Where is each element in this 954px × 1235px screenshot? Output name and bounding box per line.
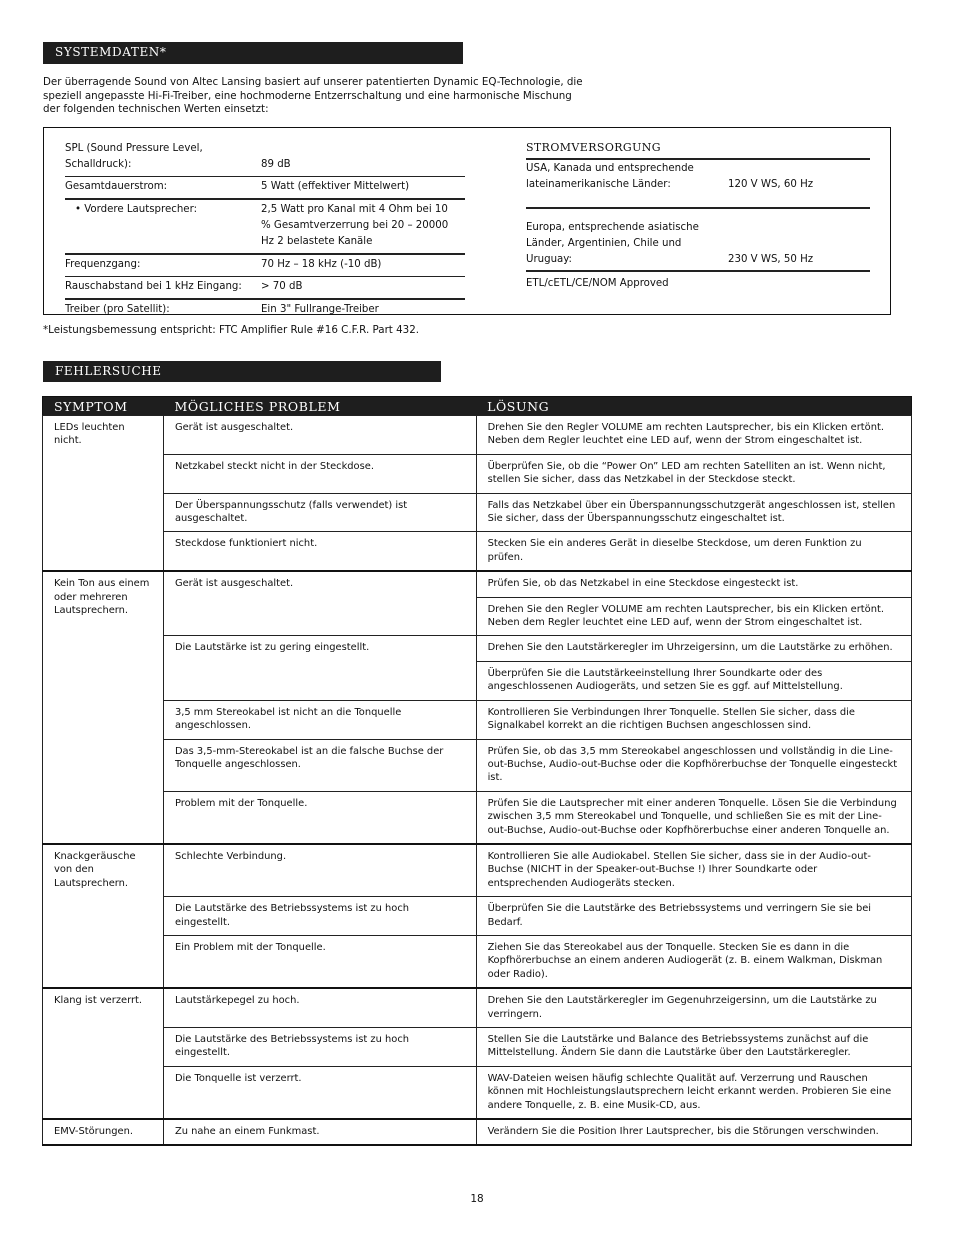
header-solution: LÖSUNG <box>476 397 911 416</box>
spec-label: Rauschabstand bei 1 kHz Eingang: <box>65 281 242 292</box>
solution-cell: Verändern Sie die Position Ihrer Lautsprecher, bis die Störungen verschwinden. <box>476 1119 911 1145</box>
solution-cell: Prüfen Sie, ob das 3,5 mm Stereokabel angeschlossen und vollständig in die Line-out-Buchse, Audio-out-Buchse oder die Kopfhörerbuchse der Tonquelle eingesteckt ist. <box>476 739 911 791</box>
power-approved: ETL/cETL/CE/NOM Approved <box>526 278 669 289</box>
solution-cell: Kontrollieren Sie alle Audiokabel. Stellen Sie sicher, dass sie in der Audio-out-Buchse (NICHT in der Speaker-out-Buchse !) Ihrer Soundkarte oder entsprechenden Audiogeräts stecken. <box>476 844 911 897</box>
solution-cell: Stecken Sie ein anderes Gerät in dieselbe Steckdose, um deren Funktion zu prüfen. <box>476 532 911 571</box>
troubleshooting-body <box>43 416 912 1146</box>
problem-cell: Die Lautstärke des Betriebssystems ist zu hoch eingestellt. <box>163 897 476 936</box>
solution-cell: Überprüfen Sie die Lautstärke des Betriebssystems und verringern Sie sie bei Bedarf. <box>476 897 911 936</box>
problem-cell: Netzkabel steckt nicht in der Steckdose. <box>163 454 476 493</box>
spec-value: Ein 3" Fullrange-Treiber <box>261 304 379 315</box>
solution-cell: Überprüfen Sie, ob die “Power On” LED am rechten Satelliten an ist. Wenn nicht, stellen Sie sicher, dass das Netzkabel in der Steckdose steckt. <box>476 454 911 493</box>
spec-value: 5 Watt (effektiver Mittelwert) <box>261 181 410 192</box>
solution-cell: Ziehen Sie das Stereokabel aus der Tonquelle. Stecken Sie es dann in die Kopfhörerbuchse an einem anderen Audiogerät (z. B. einem Walkman, Diskman oder Radio). <box>476 935 911 988</box>
solution-cell: Drehen Sie den Lautstärkeregler im Uhrzeigersinn, um die Lautstärke zu erhöhen. <box>476 636 911 661</box>
symptom-cell: EMV-Störungen. <box>43 1119 164 1145</box>
problem-cell: Der Überspannungsschutz (falls verwendet) ist ausgeschaltet. <box>163 493 476 532</box>
spec-row-front-speakers <box>65 200 465 255</box>
problem-cell: Die Lautstärke des Betriebssystems ist zu hoch eingestellt. <box>163 1028 476 1067</box>
power-supply <box>526 139 870 292</box>
solution-cell: Prüfen Sie die Lautsprecher mit einer anderen Tonquelle. Lösen Sie die Verbindung zwischen 3,5 mm Stereokabel und Tonquelle, und schließen Sie es mit der Line-out-Buchse, Audio-out-Buchse oder Kopfhörerbuchse einer anderen Tonquelle an. <box>476 791 911 844</box>
problem-cell: Ein Problem mit der Tonquelle. <box>163 935 476 988</box>
table-row <box>43 1028 912 1067</box>
table-row <box>43 988 912 1027</box>
problem-cell: Gerät ist ausgeschaltet. <box>163 571 476 636</box>
spec-row-frequency <box>65 255 465 277</box>
power-block-americas <box>526 160 870 209</box>
table-row <box>43 844 912 897</box>
table-row <box>43 700 912 739</box>
spec-table <box>65 139 465 321</box>
problem-cell: Schlechte Verbindung. <box>163 844 476 897</box>
table-row <box>43 493 912 532</box>
table-header-row <box>43 397 912 416</box>
table-row <box>43 416 912 455</box>
spec-row-spl <box>65 139 465 177</box>
symptom-cell: Kein Ton aus einem oder mehreren Lautsprechern. <box>43 571 164 844</box>
table-row <box>43 739 912 791</box>
problem-cell: Steckdose funktioniert nicht. <box>163 532 476 571</box>
header-problem: MÖGLICHES PROBLEM <box>163 397 476 416</box>
fehlersuche-heading: FEHLERSUCHE <box>43 361 441 382</box>
power-block-europe <box>526 209 870 272</box>
spec-value: > 70 dB <box>261 281 303 292</box>
spec-value: 2,5 Watt pro Kanal mit 4 Ohm bei 10 % Gesamtverzerrung bei 20 – 20000 Hz 2 belastete Kanäle <box>261 204 449 247</box>
power-value: 120 V WS, 60 Hz <box>728 179 814 190</box>
table-row <box>43 454 912 493</box>
symptom-cell: LEDs leuchten nicht. <box>43 416 164 572</box>
table-row <box>43 897 912 936</box>
spec-label: Frequenzgang: <box>65 259 141 270</box>
spec-box <box>43 127 891 315</box>
solution-cell: Drehen Sie den Regler VOLUME am rechten Lautsprecher, bis ein Klicken ertönt. Neben dem Regler leuchtet eine LED auf, wenn der Strom eingeschaltet ist. <box>476 416 911 455</box>
spec-label: SPL (Sound Pressure Level, Schalldruck): <box>65 143 203 170</box>
solution-cell: Drehen Sie den Lautstärkeregler im Gegenuhrzeigersinn, um die Lautstärke zu verringern. <box>476 988 911 1027</box>
table-row <box>43 1066 912 1119</box>
problem-cell: Lautstärkepegel zu hoch. <box>163 988 476 1027</box>
problem-cell: 3,5 mm Stereokabel ist nicht an die Tonquelle angeschlossen. <box>163 700 476 739</box>
spec-value: 70 Hz – 18 kHz (-10 dB) <box>261 259 382 270</box>
power-value: 230 V WS, 50 Hz <box>728 254 814 265</box>
problem-cell: Problem mit der Tonquelle. <box>163 791 476 844</box>
solution-cell: Prüfen Sie, ob das Netzkabel in eine Steckdose eingesteckt ist. <box>476 571 911 597</box>
solution-cell: WAV-Dateien weisen häufig schlechte Qualität auf. Verzerrung und Rauschen können mit Hochleistungslautsprechern leicht erkannt werden. Probieren Sie eine andere Tonquelle, z. B. eine Musik-CD, aus. <box>476 1066 911 1119</box>
solution-cell: Drehen Sie den Regler VOLUME am rechten Lautsprecher, bis ein Klicken ertönt. Neben dem Regler leuchtet eine LED auf, wenn der Strom eingeschaltet ist. <box>476 597 911 636</box>
solution-cell: Stellen Sie die Lautstärke und Balance des Betriebssystems zunächst auf die Mittelstellung. Ändern Sie dann die Lautstärke über den Lautstärkeregler. <box>476 1028 911 1067</box>
footnote: *Leistungsbemessung entspricht: FTC Amplifier Rule #16 C.F.R. Part 432. <box>43 324 420 336</box>
problem-cell: Die Tonquelle ist verzerrt. <box>163 1066 476 1119</box>
problem-cell: Die Lautstärke ist zu gering eingestellt. <box>163 636 476 700</box>
symptom-cell: Klang ist verzerrt. <box>43 988 164 1119</box>
spec-row-power <box>65 177 465 200</box>
power-region: USA, Kanada und entsprechende lateinamerikanische Länder: <box>526 163 694 190</box>
problem-cell: Zu nahe an einem Funkmast. <box>163 1119 476 1145</box>
systemdaten-heading: SYSTEMDATEN* <box>43 42 463 64</box>
solution-cell: Überprüfen Sie die Lautstärkeeinstellung Ihrer Soundkarte oder des angeschlossenen Audiogeräts, und setzen Sie es ggf. auf Mittelstellung. <box>476 661 911 700</box>
problem-cell: Das 3,5-mm-Stereokabel ist an die falsche Buchse der Tonquelle angeschlossen. <box>163 739 476 791</box>
troubleshooting-table <box>42 396 912 1146</box>
page-number: 18 <box>470 1193 484 1205</box>
table-row <box>43 636 912 661</box>
table-row <box>43 532 912 571</box>
header-symptom: SYMPTOM <box>43 397 164 416</box>
intro-paragraph: Der überragende Sound von Altec Lansing basiert auf unserer patentierten Dynamic EQ-Technologie, die speziell angepasste Hi-Fi-Treiber, eine hochmoderne Entzerrschaltung und eine harmonische Mischung der folgenden technischen Werten einsetzt: <box>43 76 583 116</box>
spec-label: Treiber (pro Satellit): <box>65 304 170 315</box>
spec-row-snr <box>65 277 465 300</box>
spec-label: • Vordere Lautsprecher: <box>75 204 198 215</box>
power-region: Europa, entsprechende asiatische Länder, Argentinien, Chile und Uruguay: <box>526 222 699 265</box>
spec-row-driver <box>65 300 465 321</box>
problem-cell: Gerät ist ausgeschaltet. <box>163 416 476 455</box>
table-row <box>43 1119 912 1145</box>
table-row <box>43 791 912 844</box>
spec-label: Gesamtdauerstrom: <box>65 181 168 192</box>
table-row <box>43 935 912 988</box>
solution-cell: Falls das Netzkabel über ein Überspannungsschutzgerät angeschlossen ist, stellen Sie sicher, dass der Überspannungsschutz eingeschaltet ist. <box>476 493 911 532</box>
power-title: STROMVERSORGUNG <box>526 139 870 160</box>
solution-cell: Kontrollieren Sie Verbindungen Ihrer Tonquelle. Stellen Sie sicher, dass die Signalkabel korrekt an die richtigen Buchsen angeschlossen sind. <box>476 700 911 739</box>
spec-value: 89 dB <box>261 159 291 170</box>
table-row <box>43 571 912 597</box>
symptom-cell: Knackgeräusche von den Lautsprechern. <box>43 844 164 988</box>
